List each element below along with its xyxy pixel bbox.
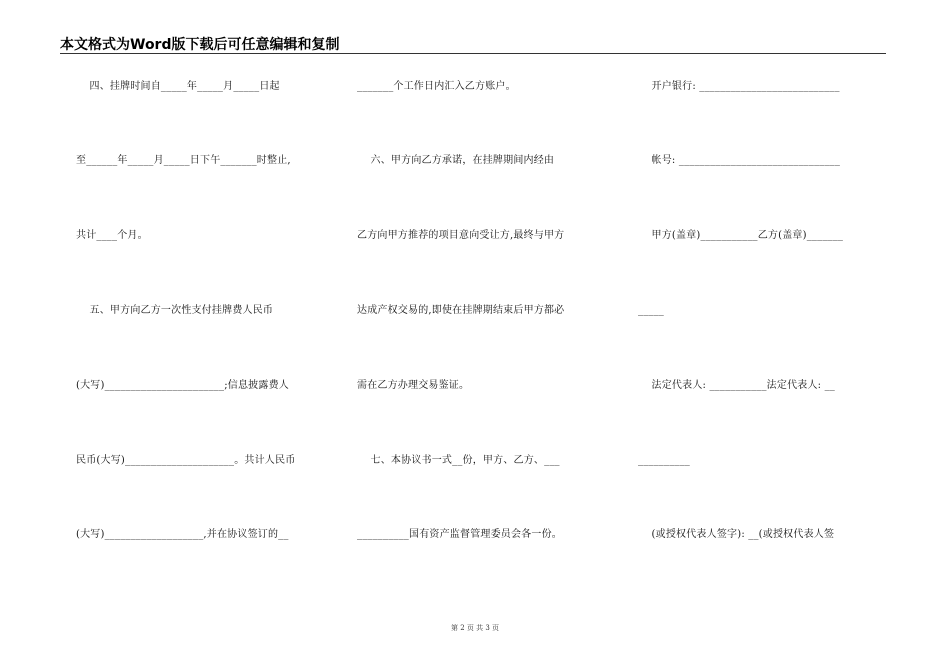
right-line-4: _____ xyxy=(638,305,664,316)
left-line-6: 民币(大写)_____________________。共计人民币 xyxy=(76,455,296,466)
header-title: 本文格式为Word版下载后可任意编辑和复制 xyxy=(60,37,340,53)
middle-line-4: 达成产权交易的,即使在挂牌期结束后甲方都必 xyxy=(357,305,565,316)
right-line-6: __________ xyxy=(638,455,690,466)
middle-line-2: 六、甲方向乙方承诺，在挂牌期间内经由 xyxy=(357,155,555,166)
middle-line-3: 乙方向甲方推荐的项目意向受让方,最终与甲方 xyxy=(357,230,565,241)
page-header xyxy=(60,36,886,54)
right-line-1: 开户银行: ___________________________ xyxy=(638,81,840,92)
left-line-3: 共计____个月。 xyxy=(76,230,148,241)
left-line-2: 至______年_____月_____日下午_______时整止, xyxy=(76,155,291,166)
middle-line-1: _______个工作日内汇入乙方账户。 xyxy=(357,81,516,92)
right-line-7: (或授权代表人签字): __(或授权代表人签 xyxy=(638,529,835,540)
left-line-4: 五、甲方向乙方一次性支付挂牌费人民币 xyxy=(76,305,274,316)
middle-line-7: __________国有资产监督管理委员会各一份。 xyxy=(357,529,562,540)
right-line-5: 法定代表人: ___________法定代表人: __ xyxy=(638,380,836,391)
right-line-3: 甲方(盖章)___________乙方(盖章)_______ xyxy=(638,230,844,241)
left-line-1: 四、挂牌时间自_____年_____月_____日起 xyxy=(76,81,280,92)
middle-line-6: 七、本协议书一式__份，甲方、乙方、___ xyxy=(357,455,560,466)
left-line-5: (大写)_______________________;信息披露费人 xyxy=(76,380,289,391)
middle-line-5: 需在乙方办理交易鉴证。 xyxy=(357,380,470,391)
right-line-2: 帐号: _______________________________ xyxy=(638,155,841,166)
left-line-7: (大写)___________________,并在协议签订的__ xyxy=(76,529,289,540)
page-number-footer: 第 2 页 共 3 页 xyxy=(450,624,500,632)
